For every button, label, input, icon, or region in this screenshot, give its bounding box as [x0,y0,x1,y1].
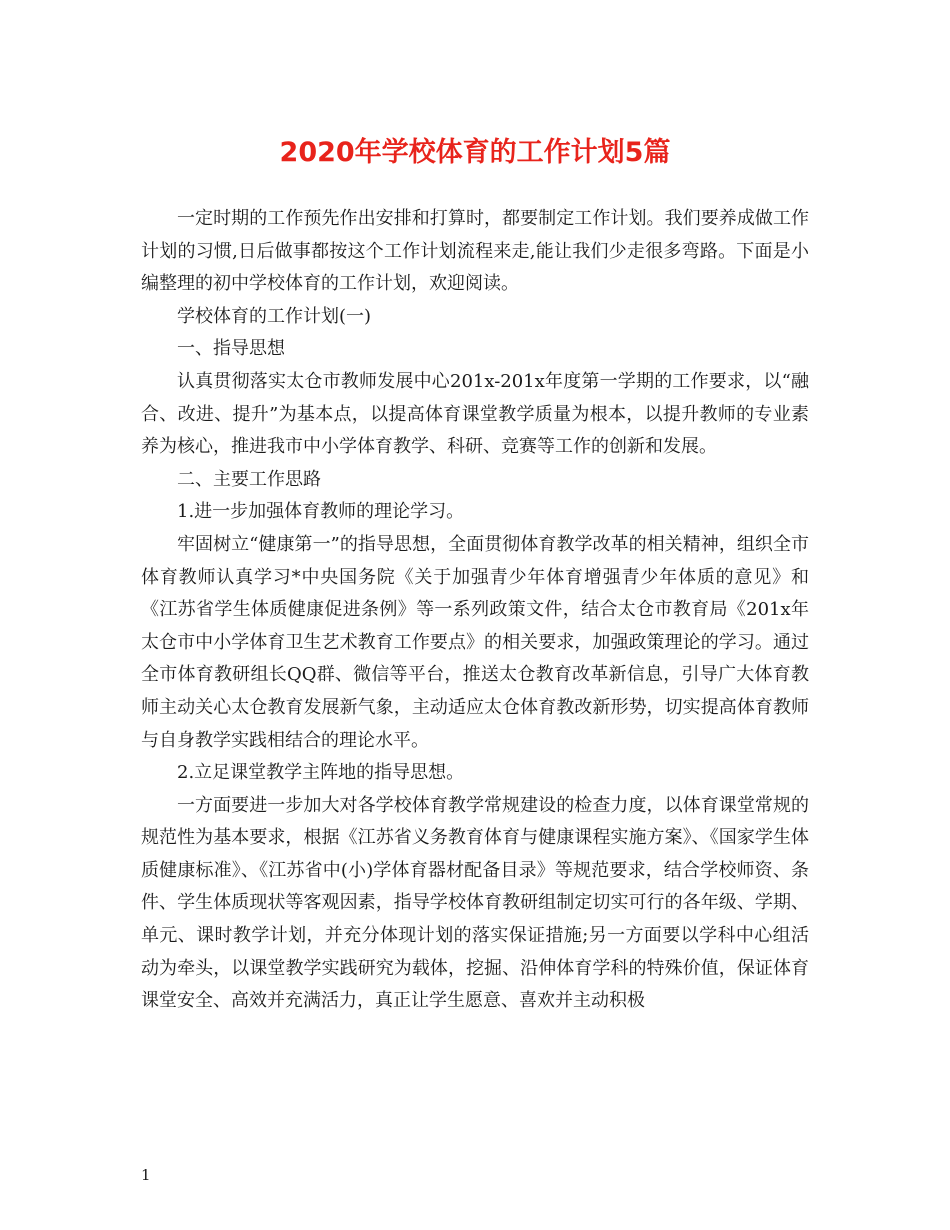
paragraph-plan-heading: 学校体育的工作计划(一) [177,305,372,327]
paragraph-section-2-heading: 二、主要工作思路 [177,468,321,490]
paragraph-item-2-heading: 2.立足课堂教学主阵地的指导思想。 [177,762,465,784]
paragraph-item-2-body: 一方面要进一步加大对各学校体育教学常规建设的检查力度，以体育课堂常规的规范性为基本要求，根据《江苏省义务教育体育与健康课程实施方案》、《国家学生体质健康标准》、《江苏省中(小)学体育器材配备目录》等规范要求，结合学校师资、条件、学生体质现状等客观因素，指导学校体育教研组制定切实可行的各年级、学期、单元、课时教学计划，并充分体现计划的落实保证措施;另一方面要以学科中心组活动为牵头，以课堂教学实践研究为载体，挖掘、沿伸体育学科的特殊价值，保证体育课堂安全、高效并充满活力，真正让学生愿意、喜欢并主动积极 [141,794,809,1012]
paragraph-section-1-heading: 一、指导思想 [177,338,285,360]
page-number: 1 [141,1166,151,1184]
paragraph-item-1-body: 牢固树立“健康第一”的指导思想，全面贯彻体育教学改革的相关精神，组织全市体育教师认真学习*中央国务院《关于加强青少年体育增强青少年体质的意见》和《江苏省学生体质健康促进条例》等一系列政策文件，结合太仓市教育局《201x年太仓市中小学体育卫生艺术教育工作要点》的相关要求，加强政策理论的学习。通过全市体育教研组长QQ群、微信等平台，推送太仓教育改革新信息，引导广大体育教师主动关心太仓教育发展新气象，主动适应太仓体育教改新形势，切实提高体育教师与自身教学实践相结合的理论水平。 [141,533,809,751]
paragraph-intro: 一定时期的工作预先作出安排和打算时，都要制定工作计划。我们要养成做工作计划的习惯,日后做事都按这个工作计划流程来走,能让我们少走很多弯路。下面是小编整理的初中学校体育的工作计划，欢迎阅读。 [141,208,809,295]
document-body [141,203,809,1018]
document-title: 2020年学校体育的工作计划5篇 [279,137,671,168]
paragraph-section-1-body: 认真贯彻落实太仓市教师发展中心201x-201x年度第一学期的工作要求，以“融合、改进、提升”为基本点，以提高体育课堂教学质量为根本，以提升教师的专业素养为核心，推进我市中小学体育教学、科研、竞赛等工作的创新和发展。 [141,370,809,458]
paragraph-item-1-heading: 1.进一步加强体育教师的理论学习。 [177,501,465,523]
